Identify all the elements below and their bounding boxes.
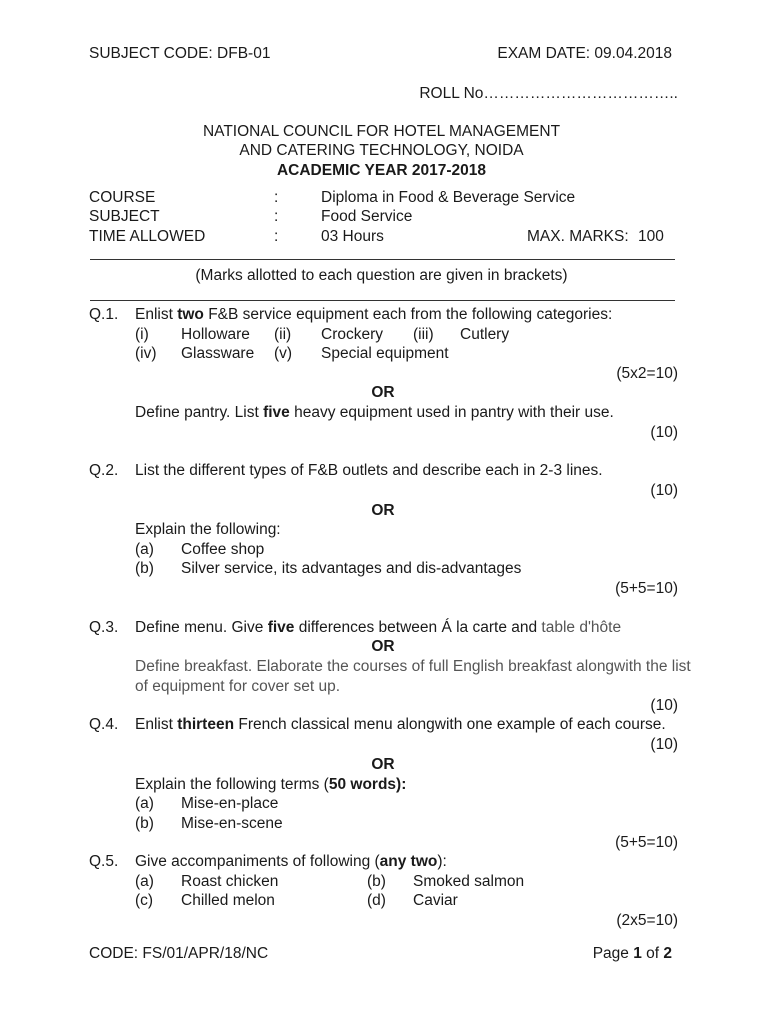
q4-item-a-num: (a) bbox=[135, 795, 154, 812]
subject-value: Food Service bbox=[321, 208, 413, 225]
q1-alt-marks: (10) bbox=[650, 424, 678, 441]
q3-alt-line1: Define breakfast. Elaborate the courses of full English breakfast alongwith the list bbox=[135, 658, 691, 675]
q4-alt-text: Explain the following terms (50 words): bbox=[135, 776, 407, 793]
q1-item-ii-num: (ii) bbox=[274, 326, 292, 343]
q1-or: OR bbox=[371, 384, 395, 401]
max-marks-value: 100 bbox=[638, 228, 664, 245]
q1-item-iii: Cutlery bbox=[460, 326, 510, 343]
q1-text: Enlist two F&B service equipment each from the following categories: bbox=[135, 306, 613, 323]
q2-item-a-num: (a) bbox=[135, 541, 154, 558]
page-number: Page 1 of 2 bbox=[592, 945, 672, 962]
q1-item-iv: Glassware bbox=[181, 345, 255, 362]
q1-number: Q.1. bbox=[89, 306, 119, 323]
q3-alt-line2: of equipment for cover set up. bbox=[135, 678, 341, 695]
q4-text: Enlist thirteen French classical menu alongwith one example of each course. bbox=[135, 716, 666, 733]
q2-or: OR bbox=[371, 502, 395, 519]
q5-text: Give accompaniments of following (any two): bbox=[135, 853, 447, 870]
q5-item-b: Smoked salmon bbox=[413, 873, 525, 890]
q1-item-i-num: (i) bbox=[135, 326, 149, 343]
course-value: Diploma in Food & Beverage Service bbox=[321, 189, 576, 206]
q1-item-v-num: (v) bbox=[274, 345, 293, 362]
council-name-line1: NATIONAL COUNCIL FOR HOTEL MANAGEMENT bbox=[202, 123, 561, 140]
divider-bottom bbox=[90, 300, 675, 301]
academic-year: ACADEMIC YEAR 2017-2018 bbox=[276, 162, 487, 179]
q2-item-a: Coffee shop bbox=[181, 541, 265, 558]
q5-item-d: Caviar bbox=[413, 892, 458, 909]
q5-item-a: Roast chicken bbox=[181, 873, 279, 890]
q2-text: List the different types of F&B outlets and describe each in 2-3 lines. bbox=[135, 462, 603, 479]
q1-item-ii: Crockery bbox=[321, 326, 384, 343]
footer-code: CODE: FS/01/APR/18/NC bbox=[89, 945, 269, 962]
q2-item-b-num: (b) bbox=[135, 560, 154, 577]
q2-marks: (10) bbox=[650, 482, 678, 499]
q1-alt-text: Define pantry. List five heavy equipment used in pantry with their use. bbox=[135, 404, 614, 421]
q5-item-a-num: (a) bbox=[135, 873, 154, 890]
q2-alt-text: Explain the following: bbox=[135, 521, 281, 538]
q5-item-b-num: (b) bbox=[367, 873, 386, 890]
roll-number: ROLL No……………………………….. bbox=[419, 85, 678, 102]
q4-item-a: Mise-en-place bbox=[181, 795, 279, 812]
subject-colon: : bbox=[274, 208, 279, 225]
q5-number: Q.5. bbox=[89, 853, 119, 870]
max-marks-label: MAX. MARKS: bbox=[527, 228, 629, 245]
q4-number: Q.4. bbox=[89, 716, 119, 733]
q2-alt-marks: (5+5=10) bbox=[615, 580, 678, 597]
q3-marks: (10) bbox=[650, 697, 678, 714]
q1-item-iv-num: (iv) bbox=[135, 345, 157, 362]
course-colon: : bbox=[274, 189, 279, 206]
marks-note: (Marks allotted to each question are given in brackets) bbox=[195, 267, 568, 284]
time-value: 03 Hours bbox=[321, 228, 384, 245]
exam-date: EXAM DATE: 09.04.2018 bbox=[497, 45, 672, 62]
q2-item-b: Silver service, its advantages and dis-advantages bbox=[181, 560, 522, 577]
time-colon: : bbox=[274, 228, 279, 245]
q3-number: Q.3. bbox=[89, 619, 119, 636]
q1-item-iii-num: (iii) bbox=[413, 326, 434, 343]
q4-or: OR bbox=[371, 756, 395, 773]
q1-item-i: Holloware bbox=[181, 326, 250, 343]
q5-item-c: Chilled melon bbox=[181, 892, 275, 909]
q5-item-d-num: (d) bbox=[367, 892, 386, 909]
q5-marks: (2x5=10) bbox=[616, 912, 678, 929]
time-label: TIME ALLOWED bbox=[89, 228, 206, 245]
divider-top bbox=[90, 259, 675, 260]
subject-code: SUBJECT CODE: DFB-01 bbox=[89, 45, 271, 62]
q2-number: Q.2. bbox=[89, 462, 119, 479]
q4-item-b: Mise-en-scene bbox=[181, 815, 283, 832]
q5-item-c-num: (c) bbox=[135, 892, 154, 909]
course-label: COURSE bbox=[89, 189, 156, 206]
q3-or: OR bbox=[371, 638, 395, 655]
q1-marks: (5x2=10) bbox=[616, 365, 678, 382]
council-name-line2: AND CATERING TECHNOLOGY, NOIDA bbox=[239, 142, 524, 159]
subject-label: SUBJECT bbox=[89, 208, 160, 225]
q3-text: Define menu. Give five differences between Á la carte and table d'hôte bbox=[135, 619, 622, 636]
q1-item-v: Special equipment bbox=[321, 345, 449, 362]
q4-item-b-num: (b) bbox=[135, 815, 154, 832]
q4-alt-marks: (5+5=10) bbox=[615, 834, 678, 851]
q4-marks: (10) bbox=[650, 736, 678, 753]
